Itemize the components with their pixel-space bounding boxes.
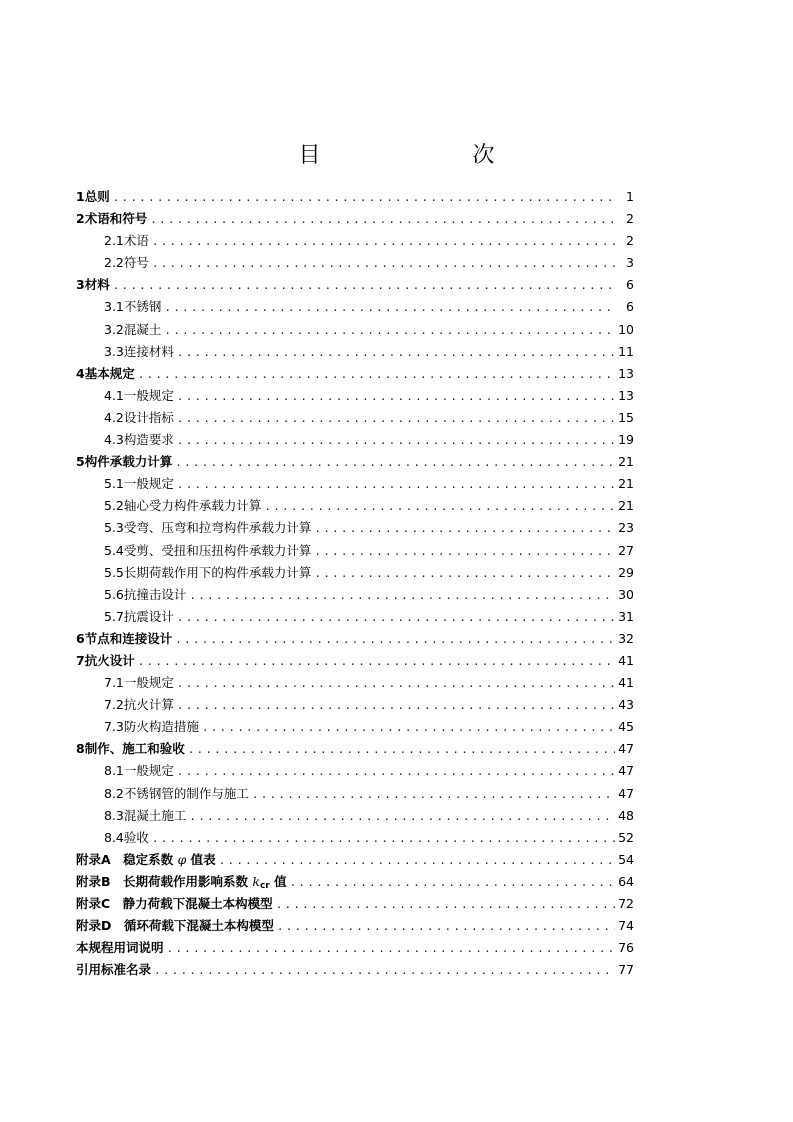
dot-leader: [276, 894, 615, 916]
toc-entry-label-suffix: 值: [269, 873, 287, 889]
toc-entry-page-number: 10: [618, 321, 634, 337]
toc-entry-label: [76, 959, 151, 981]
toc-entry[interactable]: [76, 230, 634, 252]
toc-entry-label-text: 构造要求: [123, 432, 174, 448]
toc-entry-number: 7.3: [104, 719, 124, 735]
toc-entry-number: 7.2: [104, 697, 124, 713]
toc-entry-label-text: 附录B 长期荷载作用影响系数: [76, 873, 249, 889]
dot-leader: [138, 651, 615, 673]
toc-entry-number: 5.2: [104, 498, 124, 514]
toc-entry-number: 4.1: [104, 387, 124, 403]
toc-entry-page-number: 47: [618, 785, 634, 801]
toc-entry-number: 3.1: [104, 299, 124, 315]
toc-entry-number: 5: [76, 454, 85, 470]
dot-leader: [152, 828, 615, 850]
toc-entry-page-number: 21: [618, 476, 634, 492]
toc-entry[interactable]: [76, 540, 634, 562]
toc-entry-page-number: 41: [618, 675, 634, 691]
toc-entry-number: 8.1: [104, 763, 124, 779]
toc-entry[interactable]: [76, 473, 634, 495]
dot-leader: [177, 408, 615, 430]
dot-leader: [177, 761, 615, 783]
toc-entry-label-text: 验收: [123, 829, 149, 845]
toc-entry-label-text: 总则: [84, 189, 110, 204]
toc-entry-label-text: 受弯、压弯和拉弯构件承载力计算: [123, 520, 312, 536]
toc-entry-number: 5.5: [104, 564, 124, 580]
toc-entry-page-number: 77: [618, 962, 634, 978]
dot-leader: [189, 806, 615, 828]
toc-entry-label-text: 连接材料: [123, 343, 174, 359]
dot-leader: [177, 695, 615, 717]
toc-entry-page-number: 1: [626, 189, 634, 204]
toc-entry[interactable]: [76, 827, 634, 849]
toc-entry[interactable]: [76, 429, 634, 451]
toc-entry-number: 2.2: [104, 255, 124, 271]
toc-entry[interactable]: [76, 208, 634, 230]
dot-leader: [150, 209, 617, 231]
dot-leader: [277, 916, 615, 938]
toc-entry-page-number: 32: [618, 630, 634, 646]
toc-entry-number: 5.7: [104, 608, 124, 624]
dot-leader: [202, 717, 615, 739]
dot-leader: [152, 231, 617, 253]
toc-entry-page-number: 11: [618, 343, 634, 359]
toc-entry-label-text: 附录D 循环荷载下混凝土本构模型: [76, 918, 274, 934]
dot-leader: [175, 452, 615, 474]
toc-entry-label: [124, 760, 174, 782]
toc-entry-page-number: 23: [618, 520, 634, 536]
toc-entry-number: 5.3: [104, 520, 124, 536]
toc-entry[interactable]: [76, 893, 634, 915]
toc-entry-label-text: 一般规定: [123, 763, 174, 779]
toc-entry[interactable]: [76, 672, 634, 694]
toc-entry[interactable]: [76, 628, 634, 650]
dot-leader: [154, 960, 615, 982]
page-title: 目 次: [298, 143, 531, 168]
toc-entry-number: 4.2: [104, 409, 124, 425]
toc-entry[interactable]: [76, 738, 634, 760]
toc-entry[interactable]: [76, 716, 634, 738]
toc-entry-label: [85, 628, 173, 650]
dot-leader: [219, 850, 615, 872]
toc-entry-page-number: 13: [618, 365, 634, 381]
dot-leader: [252, 784, 615, 806]
toc-entry-label-text: 设计指标: [123, 409, 174, 425]
toc-entry-label-text: 引用标准名录: [76, 962, 152, 978]
dot-leader: [177, 673, 615, 695]
toc-entry-number: 2: [76, 211, 85, 227]
toc-entry-label: [124, 827, 149, 849]
toc-entry-label: [85, 274, 110, 296]
toc-entry-number: 2.1: [104, 233, 124, 249]
toc-entry-number: 5.4: [104, 542, 124, 558]
dot-leader: [113, 187, 617, 209]
toc-entry-label: [124, 296, 162, 318]
toc-entry[interactable]: [76, 694, 634, 716]
toc-entry[interactable]: [76, 849, 634, 871]
toc-entry-page-number: 52: [618, 829, 634, 845]
toc-entry[interactable]: [76, 562, 634, 584]
toc-entry[interactable]: [76, 783, 634, 805]
toc-entry-label-text: 一般规定: [123, 675, 174, 691]
dot-leader: [175, 629, 615, 651]
toc-entry[interactable]: [76, 959, 634, 981]
toc-entry[interactable]: [76, 296, 634, 318]
toc-entry-label: [124, 407, 174, 429]
toc-entry-page-number: 29: [618, 564, 634, 580]
toc-entry-number: 5.6: [104, 586, 124, 602]
toc-entry-label-text: 抗撞击设计: [123, 586, 187, 602]
toc-entry-page-number: 30: [618, 586, 634, 602]
toc-entry-symbol: k: [252, 873, 260, 889]
toc-entry-label: [124, 341, 174, 363]
toc-entry[interactable]: [76, 650, 634, 672]
toc-entry-label: [76, 849, 216, 871]
toc-entry-label-text: 轴心受力构件承载力计算: [123, 498, 262, 514]
table-of-contents: [76, 186, 634, 981]
toc-entry-label: [124, 805, 187, 827]
toc-entry-label: [124, 672, 174, 694]
dot-leader: [164, 297, 617, 319]
dot-leader: [177, 342, 615, 364]
toc-entry-page-number: 13: [618, 387, 634, 403]
toc-entry-label: [124, 252, 149, 274]
toc-entry-label-text: 一般规定: [123, 476, 174, 492]
toc-entry-number: 3.3: [104, 343, 124, 359]
toc-entry-label: [76, 915, 274, 937]
dot-leader: [177, 386, 615, 408]
toc-entry-label: [124, 385, 174, 407]
toc-entry-page-number: 2: [626, 233, 634, 249]
toc-entry-label: [124, 584, 187, 606]
toc-entry-page-number: 6: [626, 299, 634, 315]
toc-entry-label-text: 附录C 静力荷载下混凝土本构模型: [76, 896, 273, 911]
toc-entry[interactable]: [76, 363, 634, 385]
toc-entry-page-number: 43: [618, 697, 634, 713]
toc-entry-label-text: 抗火计算: [123, 697, 174, 713]
toc-entry[interactable]: [76, 186, 634, 208]
toc-entry-label: [85, 451, 173, 473]
toc-entry[interactable]: [76, 606, 634, 628]
toc-entry-number: 8.4: [104, 829, 124, 845]
toc-entry-label: [124, 319, 162, 341]
toc-entry-label: [124, 473, 174, 495]
toc-entry-symbol-subscript: cr: [259, 880, 270, 891]
toc-entry-label-text: 抗火设计: [84, 652, 135, 668]
dot-leader: [290, 872, 615, 894]
toc-entry-page-number: 31: [618, 608, 634, 624]
toc-entry-label: [124, 716, 199, 738]
dot-leader: [164, 320, 615, 342]
dot-leader: [177, 430, 615, 452]
toc-entry[interactable]: [76, 319, 634, 341]
toc-entry-number: 7.1: [104, 675, 124, 691]
toc-entry-page-number: 41: [618, 652, 634, 668]
dot-leader: [264, 496, 615, 518]
toc-entry-page-number: 3: [626, 255, 634, 271]
toc-entry-label-text: 术语和符号: [84, 211, 148, 227]
toc-entry-label: [124, 517, 312, 539]
toc-entry-page-number: 21: [618, 454, 634, 470]
toc-entry-label-text: 制作、施工和验收: [84, 741, 185, 757]
toc-entry-number: 8.2: [104, 785, 124, 801]
dot-leader: [138, 364, 615, 386]
toc-entry[interactable]: [76, 915, 634, 937]
toc-entry-label-text: 一般规定: [123, 387, 174, 403]
toc-entry-label: [85, 650, 135, 672]
toc-entry-number: 4: [76, 365, 85, 381]
toc-entry-page-number: 27: [618, 542, 634, 558]
dot-leader: [167, 938, 616, 960]
dot-leader: [314, 518, 615, 540]
toc-entry-number: 4.3: [104, 432, 124, 448]
toc-entry-label: [124, 694, 174, 716]
toc-entry-label: [76, 937, 164, 959]
dot-leader: [113, 275, 617, 297]
toc-entry[interactable]: [76, 871, 634, 893]
toc-entry[interactable]: [76, 274, 634, 296]
toc-entry-label-text: 混凝土施工: [123, 807, 187, 823]
toc-entry-page-number: 45: [618, 719, 634, 735]
dot-leader: [314, 563, 615, 585]
toc-entry-label: [124, 606, 174, 628]
toc-entry-label: [124, 562, 312, 584]
toc-entry-page-number: 74: [618, 918, 634, 934]
toc-entry-label-text: 本规程用词说明: [76, 940, 164, 956]
toc-entry[interactable]: [76, 495, 634, 517]
toc-entry[interactable]: [76, 252, 634, 274]
dot-leader: [177, 607, 615, 629]
toc-entry-label: [124, 495, 262, 517]
toc-entry[interactable]: [76, 760, 634, 782]
toc-entry-label-text: 符号: [123, 255, 149, 271]
toc-entry-label-text: 材料: [84, 277, 110, 293]
toc-entry-label: [124, 783, 249, 805]
toc-entry-label-suffix: 值表: [186, 851, 216, 867]
toc-entry-label: [85, 363, 135, 385]
toc-entry-label: [76, 893, 273, 915]
toc-entry-page-number: 48: [618, 807, 634, 823]
toc-entry[interactable]: [76, 584, 634, 606]
toc-entry-label-text: 受剪、受扭和压扭构件承载力计算: [123, 542, 312, 558]
toc-entry-page-number: 21: [618, 498, 634, 514]
toc-entry[interactable]: [76, 385, 634, 407]
toc-entry-label-text: 长期荷载作用下的构件承载力计算: [123, 564, 312, 580]
toc-entry-label: [124, 429, 174, 451]
toc-entry-label: [124, 230, 149, 252]
toc-entry-label: [85, 738, 185, 760]
toc-entry-page-number: 19: [618, 432, 634, 448]
toc-entry-label-text: 抗震设计: [123, 608, 174, 624]
dot-leader: [189, 585, 615, 607]
toc-entry-page-number: 47: [618, 741, 634, 757]
toc-entry-label-text: 基本规定: [84, 365, 135, 381]
toc-entry-label-text: 附录A 稳定系数: [76, 851, 174, 867]
toc-entry-number: 8: [76, 741, 85, 757]
toc-entry-label-text: 术语: [123, 233, 149, 249]
toc-entry-page-number: 47: [618, 763, 634, 779]
toc-entry-page-number: 64: [618, 873, 634, 889]
toc-entry-label: [85, 208, 148, 230]
dot-leader: [177, 474, 615, 496]
dot-leader: [314, 541, 615, 563]
toc-entry-number: 7: [76, 652, 85, 668]
dot-leader: [188, 739, 615, 761]
toc-entry-symbol: φ: [177, 851, 187, 867]
toc-entry-page-number: 72: [618, 896, 634, 911]
toc-entry[interactable]: [76, 805, 634, 827]
toc-entry-page-number: 15: [618, 409, 634, 425]
toc-entry-label: [85, 186, 110, 208]
dot-leader: [152, 253, 617, 275]
toc-entry-label-text: 混凝土: [123, 321, 162, 337]
toc-entry-label-text: 防火构造措施: [123, 719, 199, 735]
toc-entry[interactable]: [76, 341, 634, 363]
toc-entry-page-number: 2: [626, 211, 634, 227]
toc-entry-number: 5.1: [104, 476, 124, 492]
toc-entry[interactable]: [76, 937, 634, 959]
toc-entry-page-number: 54: [618, 851, 634, 867]
toc-entry[interactable]: [76, 451, 634, 473]
toc-entry-number: 8.3: [104, 807, 124, 823]
toc-entry-number: 3.2: [104, 321, 124, 337]
toc-entry-page-number: 6: [626, 277, 634, 293]
toc-entry[interactable]: [76, 517, 634, 539]
toc-entry-label: [124, 540, 312, 562]
toc-entry-label-text: 节点和连接设计: [84, 630, 173, 646]
toc-entry-number: 3: [76, 277, 85, 293]
toc-entry-number: 6: [76, 630, 85, 646]
toc-entry-page-number: 76: [618, 940, 634, 956]
toc-entry-label-text: 不锈钢管的制作与施工: [123, 785, 249, 801]
toc-entry-number: 1: [76, 189, 85, 204]
toc-entry[interactable]: [76, 407, 634, 429]
toc-entry-label-text: 不锈钢: [123, 299, 162, 315]
toc-entry-label-text: 构件承载力计算: [84, 454, 173, 470]
